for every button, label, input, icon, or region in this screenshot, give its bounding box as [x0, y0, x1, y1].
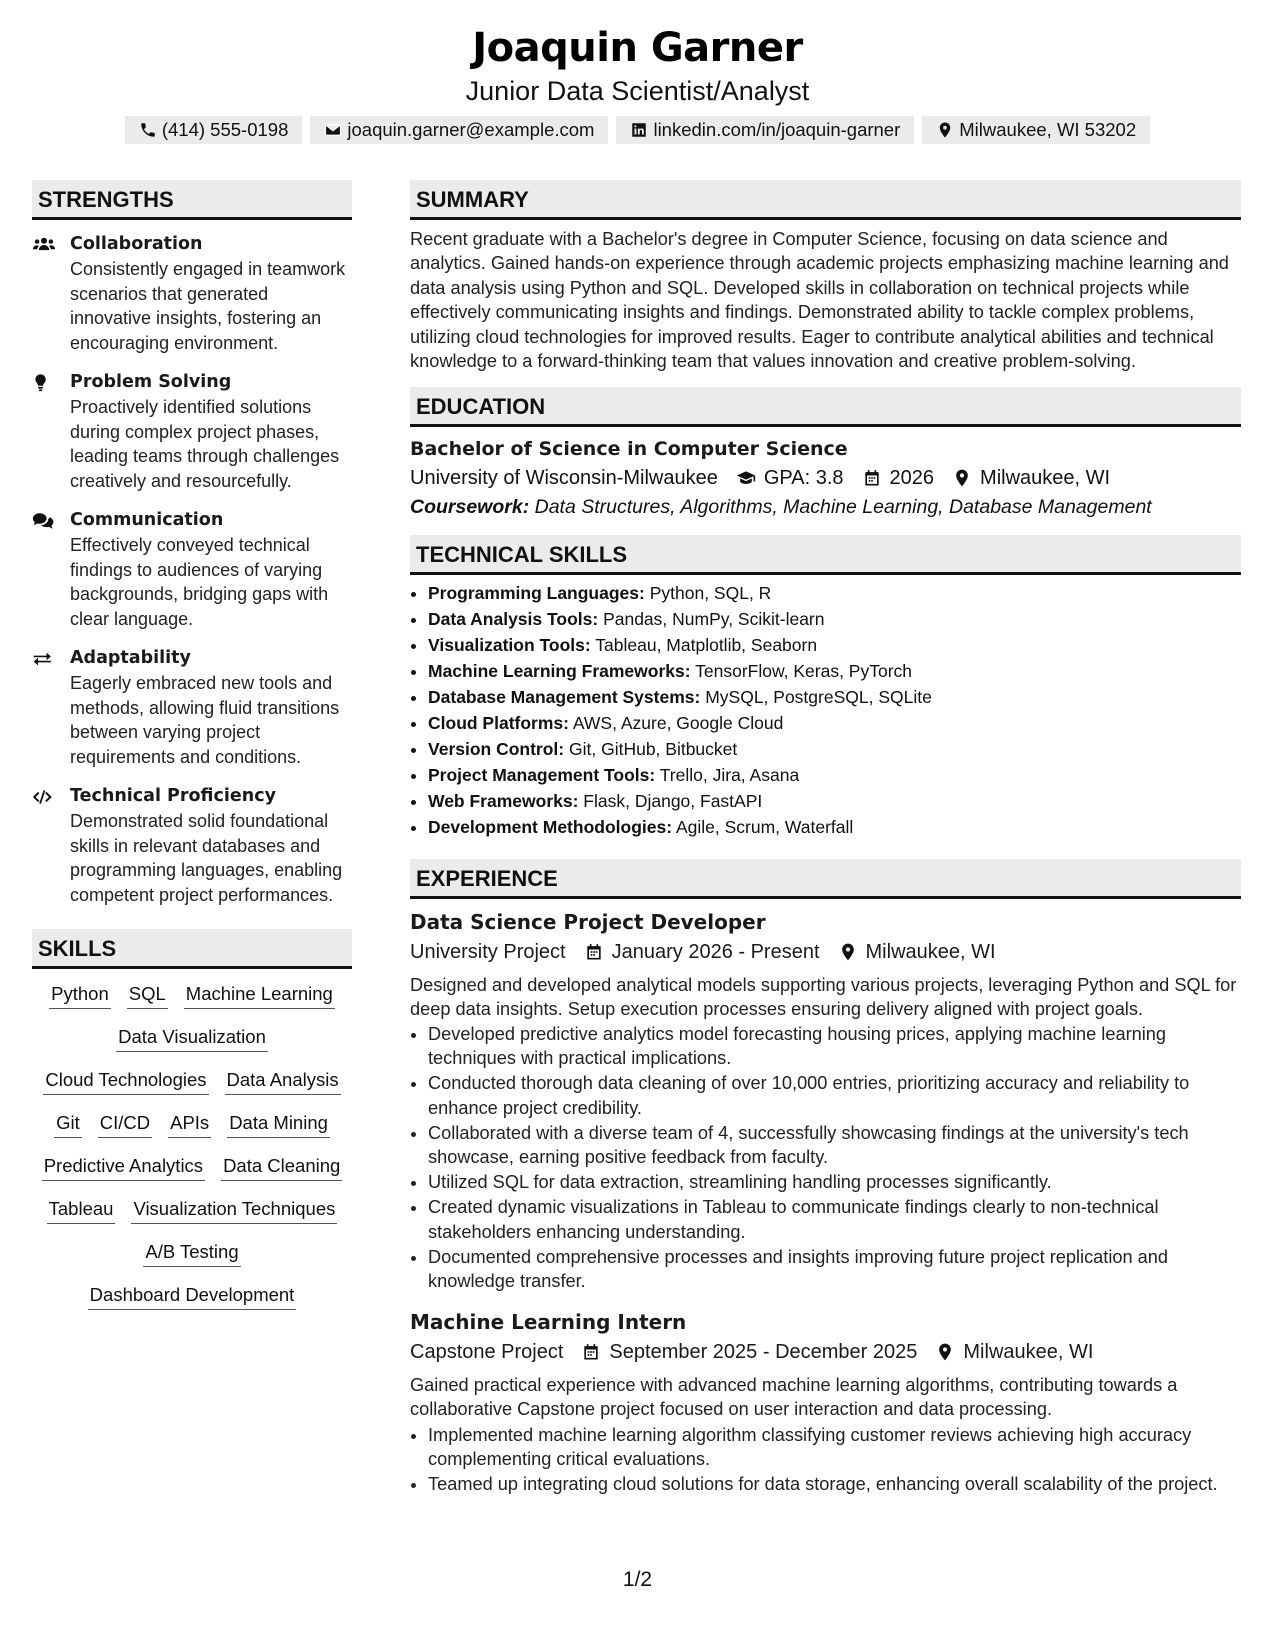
phone-text: (414) 555-0198	[161, 119, 289, 140]
job-title: Data Science Project Developer	[410, 909, 766, 934]
resume-body	[32, 180, 1243, 1496]
linkedin-text[interactable]: linkedin.com/in/joaquin-garner	[653, 119, 901, 140]
candidate-title: Junior Data Scientist/Analyst	[465, 76, 810, 106]
skill-tag: Visualization Techniques	[131, 1196, 337, 1224]
degree-title: Bachelor of Science in Computer Science	[410, 438, 848, 461]
education-meta	[410, 463, 1241, 493]
list-item	[428, 659, 1241, 685]
list-item	[428, 711, 1241, 737]
list-item: • Conducted thorough data cleaning of over 10,000 entries, prioritizing accuracy and reliability to enhance project credibility.	[428, 1071, 1241, 1119]
job-title: Machine Learning Intern	[410, 1310, 687, 1335]
job-meta	[410, 1337, 1241, 1367]
job-bullets	[410, 1022, 1241, 1293]
summary-heading: SUMMARY	[410, 180, 1241, 220]
calendar-icon	[862, 468, 882, 488]
strength-desc: Effectively conveyed technical findings to audiences of varying backgrounds, bridging gaps with clear language.	[70, 535, 329, 629]
skill-tag: SQL	[127, 981, 168, 1009]
tech-skill-label: Visualization Tools:	[428, 635, 591, 656]
job-org: Capstone Project	[410, 1341, 564, 1364]
coursework-label: Coursework:	[410, 496, 530, 519]
tech-skill-value: Trello, Jira, Asana	[659, 764, 800, 785]
tech-skill-label: Data Analysis Tools:	[428, 609, 599, 630]
email-text[interactable]: joaquin.garner@example.com	[347, 119, 595, 140]
tech-skill-label: Development Methodologies:	[428, 816, 673, 837]
list-item	[428, 789, 1241, 815]
job-meta	[410, 937, 1241, 967]
list-item	[428, 633, 1241, 659]
strengths-heading: STRENGTHS	[32, 180, 352, 220]
strength-desc: Eagerly embraced new tools and methods, allowing fluid transitions between varying project requirements and conditions.	[70, 673, 340, 767]
graduation-year: 2026	[889, 467, 935, 490]
skill-tag: Data Visualization	[116, 1024, 268, 1052]
strength-item	[32, 646, 352, 769]
list-item: • Documented comprehensive processes and insights improving future project replication and knowledge transfer.	[428, 1245, 1241, 1293]
strength-item	[32, 370, 352, 493]
candidate-name: Joaquin Garner	[472, 25, 803, 71]
skill-tag: Python	[49, 981, 111, 1009]
job-location: Milwaukee, WI	[963, 1341, 1094, 1364]
comments-icon	[32, 511, 56, 531]
education-entry	[410, 435, 1241, 521]
list-item: • Developed predictive analytics model forecasting housing prices, applying machine learning techniques with practical implications.	[428, 1022, 1241, 1070]
job-location: Milwaukee, WI	[865, 940, 996, 963]
resume-header	[0, 0, 1275, 144]
job-org: University Project	[410, 940, 566, 963]
tech-skill-value: MySQL, PostgreSQL, SQLite	[705, 687, 932, 708]
tech-skill-label: Database Management Systems:	[428, 687, 701, 708]
job-dates: January 2026 - Present	[611, 940, 820, 963]
strength-title: Communication	[70, 510, 224, 530]
list-item: • Teamed up integrating cloud solutions for data storage, enhancing overall scalability of the project.	[428, 1472, 1241, 1496]
users-icon	[32, 235, 56, 255]
lightbulb-icon	[32, 373, 56, 393]
location-text: Milwaukee, WI 53202	[959, 119, 1137, 140]
coursework	[410, 493, 1241, 521]
strength-item	[32, 232, 352, 355]
tech-skill-value: Agile, Scrum, Waterfall	[675, 816, 854, 837]
skill-tag: Data Mining	[227, 1110, 330, 1138]
strength-desc: Consistently engaged in teamwork scenarios that generated innovative insights, fostering an encouraging environment.	[70, 259, 346, 353]
job-description: Designed and developed analytical models supporting various projects, leveraging Python and SQL for deep data insights. Setup execution processes ensuring delivery aligned with project goals.	[410, 974, 1237, 1019]
skill-tag: Predictive Analytics	[42, 1153, 205, 1181]
education-heading: EDUCATION	[410, 387, 1241, 427]
skill-tag: Machine Learning	[184, 981, 335, 1009]
job-dates: September 2025 - December 2025	[609, 1341, 918, 1364]
strength-title: Technical Proficiency	[70, 786, 276, 806]
list-item	[428, 737, 1241, 763]
tech-skill-label: Project Management Tools:	[428, 764, 656, 785]
job-entry	[410, 907, 1241, 1294]
strength-title: Collaboration	[70, 234, 203, 254]
exchange-icon	[32, 649, 56, 669]
skill-tag: Tableau	[47, 1196, 116, 1224]
tech-skill-label: Programming Languages:	[428, 583, 645, 604]
location-icon	[935, 1342, 955, 1362]
contact-linkedin[interactable]	[616, 116, 914, 144]
strength-title: Problem Solving	[70, 372, 232, 392]
tech-skill-label: Machine Learning Frameworks:	[428, 661, 691, 682]
skill-tag: Data Cleaning	[221, 1153, 342, 1181]
list-item	[428, 815, 1241, 841]
list-item: • Collaborated with a diverse team of 4, successfully showcasing findings at the university's tech showcase, earning positive feedback from faculty.	[428, 1121, 1241, 1169]
list-item	[428, 685, 1241, 711]
list-item: • Created dynamic visualizations in Tableau to communicate findings clearly to non-technical stakeholders enhancing understanding.	[428, 1195, 1241, 1243]
list-item: • Implemented machine learning algorithm classifying customer reviews achieving high accuracy complementing critical evaluations.	[428, 1423, 1241, 1471]
skill-tag: A/B Testing	[143, 1239, 240, 1267]
list-item	[428, 581, 1241, 607]
job-bullets	[410, 1423, 1241, 1497]
linkedin-icon	[630, 121, 648, 139]
strength-desc: Demonstrated solid foundational skills in relevant databases and programming languages, enabling competent project performances.	[70, 811, 343, 905]
tech-skill-value: AWS, Azure, Google Cloud	[572, 712, 784, 733]
list-item	[428, 763, 1241, 789]
location-icon	[838, 942, 858, 962]
graduation-cap-icon	[736, 468, 756, 488]
contact-phone	[125, 116, 303, 144]
tech-skill-value: Tableau, Matplotlib, Seaborn	[595, 635, 818, 656]
school-name: University of Wisconsin-Milwaukee	[410, 467, 718, 490]
experience-heading: EXPERIENCE	[410, 859, 1241, 899]
contact-bar	[0, 116, 1275, 144]
tech-skill-label: Cloud Platforms:	[428, 712, 569, 733]
contact-email[interactable]	[310, 116, 608, 144]
skill-tag: APIs	[168, 1110, 211, 1138]
calendar-icon	[581, 1342, 601, 1362]
mail-icon	[324, 121, 342, 139]
tech-skill-label: Version Control:	[428, 738, 565, 759]
strength-desc: Proactively identified solutions during complex project phases, leading teams through challenges creatively and resourcefully.	[70, 397, 340, 491]
school-location: Milwaukee, WI	[980, 467, 1111, 490]
tech-skill-value: TensorFlow, Keras, PyTorch	[695, 661, 913, 682]
strength-title: Adaptability	[70, 648, 191, 668]
page-number: 1/2	[622, 1568, 653, 1591]
tech-skill-value: Python, SQL, R	[649, 583, 772, 604]
skills-tags	[32, 981, 352, 1310]
left-column	[32, 180, 352, 1496]
list-item: • Utilized SQL for data extraction, streamlining handling processes significantly.	[428, 1170, 1241, 1194]
tech-skill-value: Git, GitHub, Bitbucket	[569, 738, 738, 759]
job-entry	[410, 1307, 1241, 1496]
strength-item	[32, 784, 352, 907]
technical-skills-heading: TECHNICAL SKILLS	[410, 535, 1241, 575]
right-column	[410, 180, 1241, 1496]
tech-skill-label: Web Frameworks:	[428, 790, 579, 811]
code-icon	[32, 787, 56, 807]
location-icon	[936, 121, 954, 139]
skill-tag: Git	[54, 1110, 82, 1138]
contact-location	[922, 116, 1150, 144]
skill-tag: Cloud Technologies	[43, 1067, 208, 1095]
skill-tag: CI/CD	[98, 1110, 152, 1138]
job-description: Gained practical experience with advanced machine learning algorithms, contributing towards a collaborative Capstone project focused on user interaction and data processing.	[410, 1375, 1178, 1420]
location-icon	[952, 468, 972, 488]
skill-tag: Dashboard Development	[88, 1282, 297, 1310]
tech-skill-value: Pandas, NumPy, Scikit-learn	[603, 609, 825, 630]
coursework-list: Data Structures, Algorithms, Machine Learning, Database Management	[534, 496, 1152, 519]
phone-icon	[139, 121, 157, 139]
summary-text: Recent graduate with a Bachelor's degree in Computer Science, focusing on data science and analytics. Gained hands-on experience through academic projects emphasizing machine learning and data analysis using Python and SQL. Developed skills in collaboration on technical projects while effectively communicating insights and findings. Demonstrated ability to tackle complex problems, utilizing cloud technologies for improved results. Eager to contribute analytical abilities and technical knowledge to a forward-thinking team that values innovation and creative problem-solving.	[410, 229, 1229, 372]
technical-skills-list	[410, 581, 1241, 840]
gpa: GPA: 3.8	[763, 467, 844, 490]
strengths-list	[32, 232, 352, 907]
skills-heading: SKILLS	[32, 929, 352, 969]
skill-tag: Data Analysis	[225, 1067, 341, 1095]
calendar-icon	[584, 942, 604, 962]
list-item	[428, 607, 1241, 633]
tech-skill-value: Flask, Django, FastAPI	[583, 790, 763, 811]
strength-item	[32, 508, 352, 631]
